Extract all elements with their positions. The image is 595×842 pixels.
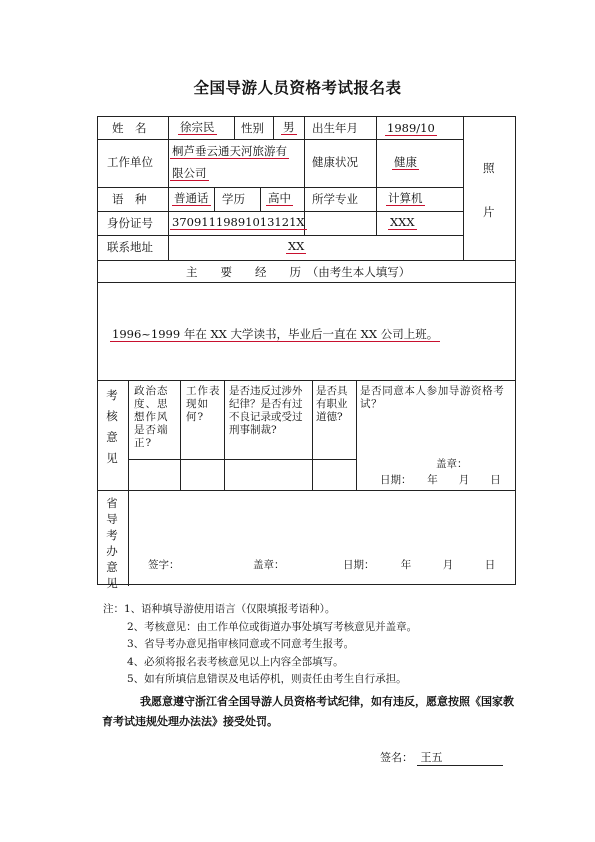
review-col-attitude: 政治态度、思想作风是否端正? bbox=[134, 385, 169, 449]
major-label: 所学专业 bbox=[312, 192, 358, 206]
gender-label: 性别 bbox=[241, 121, 264, 135]
name-label: 姓 名 bbox=[112, 121, 147, 135]
review-col-consent: 是否同意本人参加导游资格考试？ bbox=[360, 385, 505, 410]
language-value[interactable]: 普通话 bbox=[174, 191, 209, 205]
birth-value[interactable]: 1989/10 bbox=[387, 121, 435, 135]
education-label: 学历 bbox=[222, 192, 245, 206]
registration-form bbox=[97, 116, 516, 590]
form-title: 全国导游人员资格考试报名表 bbox=[193, 78, 402, 97]
employer-value-line2[interactable]: 限公司 bbox=[172, 166, 207, 180]
province-section-label: 省导考办意见 bbox=[106, 496, 118, 590]
id-extra[interactable]: XXX bbox=[390, 215, 415, 229]
health-label: 健康状况 bbox=[312, 155, 358, 169]
notes bbox=[103, 601, 417, 689]
major-value[interactable]: 计算机 bbox=[388, 191, 423, 205]
province-date: 日期： 年 月 日 bbox=[343, 559, 496, 571]
note-5: 5、如有所填信息错误及电话停机，则责任由考生自行承担。 bbox=[127, 673, 407, 685]
province-sign: 签字： bbox=[148, 559, 180, 571]
address-label: 联系地址 bbox=[107, 240, 153, 254]
photo-label-1: 照 bbox=[483, 161, 495, 175]
signature-block bbox=[380, 749, 503, 766]
pledge-statement: 我愿意遵守浙江省全国导游人员资格考试纪律，如有违反，愿意按照《国家教育考试违规处理办法法》接受处罚。 bbox=[102, 695, 514, 728]
birth-label: 出生年月 bbox=[312, 121, 358, 135]
province-stamp: 盖章： bbox=[253, 559, 285, 571]
language-label: 语 种 bbox=[112, 192, 147, 206]
id-label: 身份证号 bbox=[107, 216, 153, 230]
note-2: 2、考核意见：由工作单位或街道办事处填写考核意见并盖章。 bbox=[127, 620, 418, 633]
signature-label: 签名： bbox=[380, 751, 413, 764]
review-stamp: 盖章： bbox=[436, 458, 468, 470]
experience-content[interactable]: 1996~1999 年在 XX 大学读书，毕业后一直在 XX 公司上班。 bbox=[112, 327, 439, 341]
health-value[interactable]: 健康 bbox=[394, 155, 417, 169]
review-section-label: 考核意见 bbox=[106, 388, 118, 465]
note-4: 4、必须将报名表考核意见以上内容全部填写。 bbox=[127, 655, 344, 668]
review-col-discipline: 是否违反过涉外纪律？是否有过不良记录或受过刑事制裁? bbox=[229, 385, 303, 436]
employer-value-line1[interactable]: 桐芦垂云通天河旅游有 bbox=[172, 144, 287, 158]
review-col-performance: 工作表现如何? bbox=[186, 385, 221, 423]
review-date: 日期： 年 月 日 bbox=[380, 474, 501, 486]
gender-value[interactable]: 男 bbox=[283, 120, 295, 134]
signature-value[interactable]: 王五 bbox=[417, 749, 503, 766]
id-value[interactable]: 370911198910131​21X bbox=[172, 215, 305, 229]
note-1: 注：1、语种填导游使用语言（仅限填报考语种）。 bbox=[103, 603, 336, 615]
address-value[interactable]: XX bbox=[288, 239, 305, 253]
photo-label-2: 片 bbox=[483, 205, 495, 219]
review-col-ethics: 是否具有职业道德? bbox=[316, 385, 348, 423]
education-value[interactable]: 高中 bbox=[268, 191, 291, 205]
employer-label: 工作单位 bbox=[107, 155, 153, 169]
name-value[interactable]: 徐宗民 bbox=[180, 120, 215, 134]
experience-header: 主 要 经 历 （由考生本人填写） bbox=[186, 265, 411, 279]
note-3: 3、省导考办意见指审核同意或不同意考生报考。 bbox=[127, 638, 355, 650]
